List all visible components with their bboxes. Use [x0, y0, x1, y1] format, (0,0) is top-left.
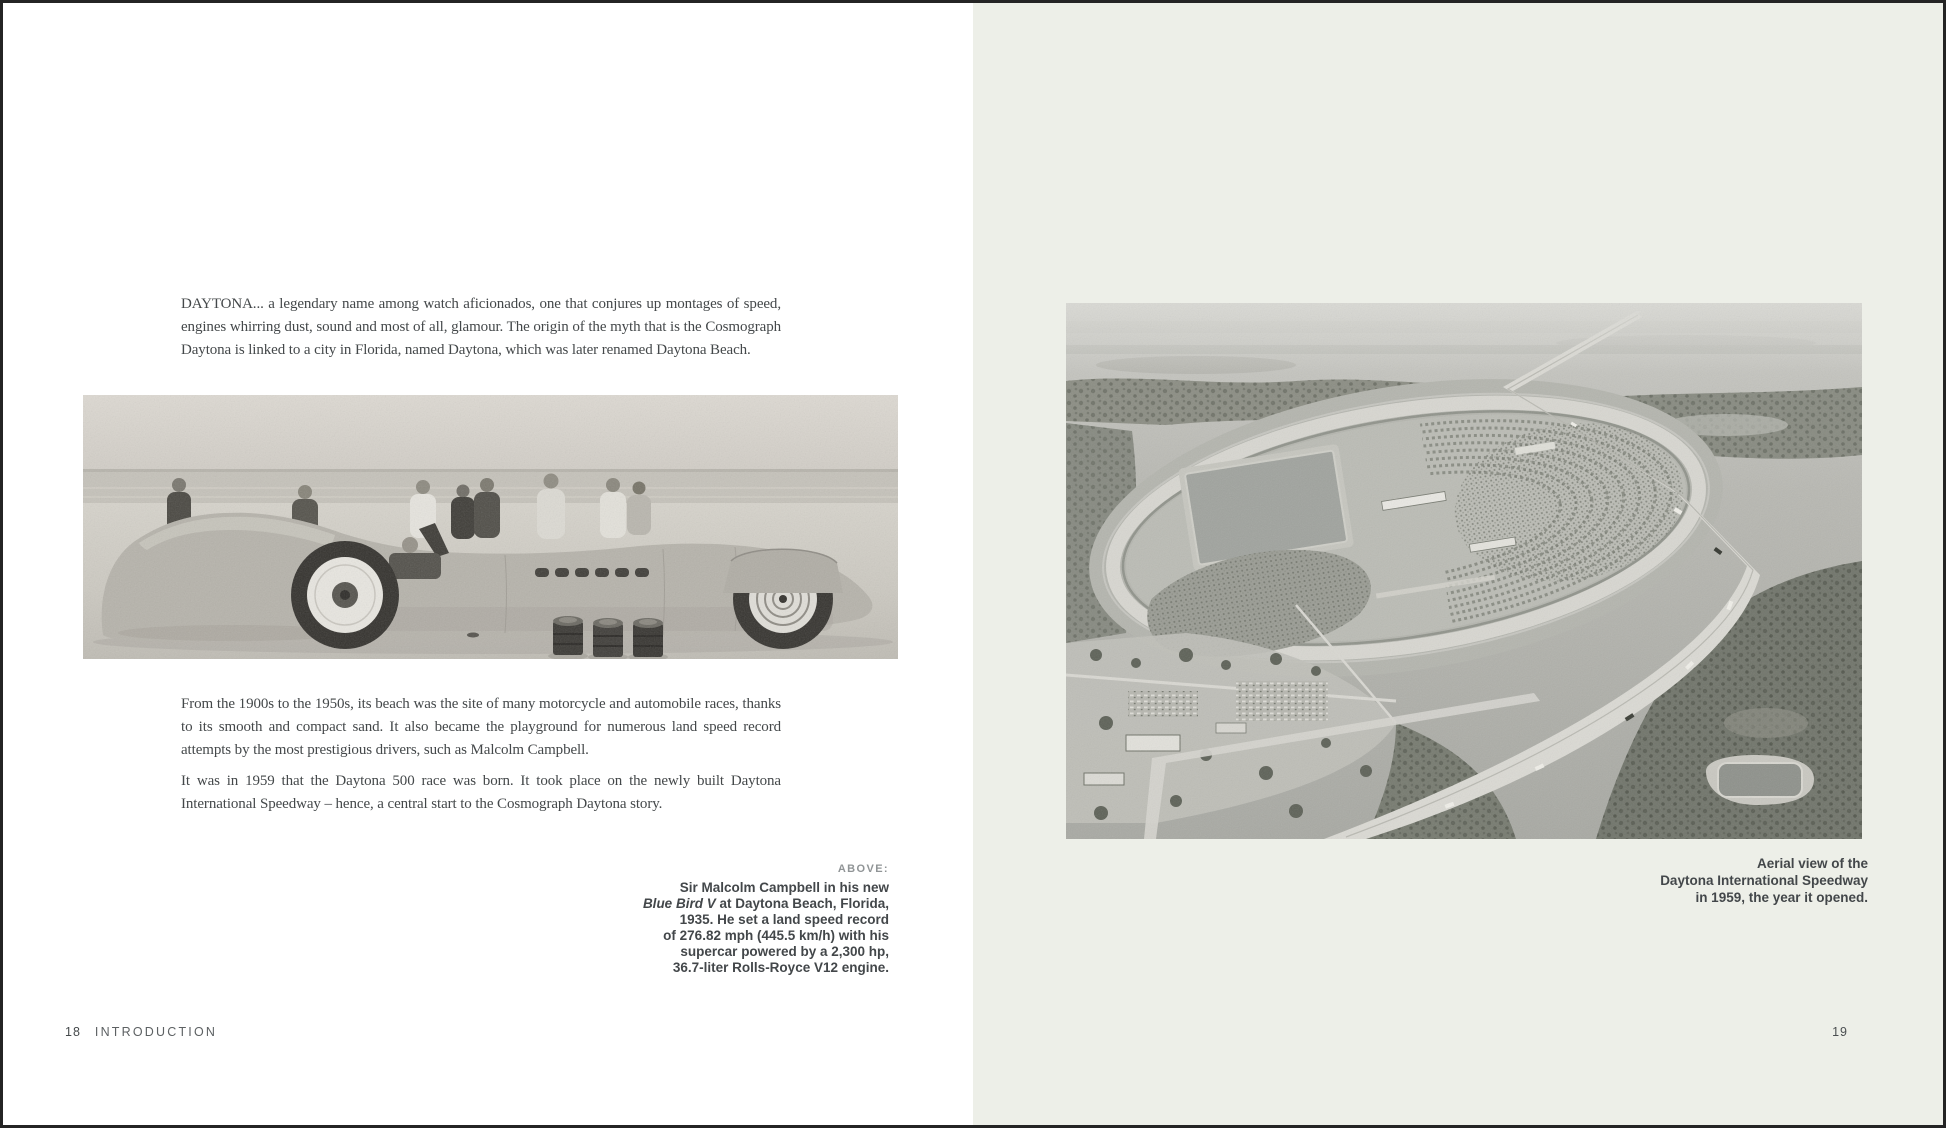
paragraph-daytona-500: It was in 1959 that the Daytona 500 race was born. It took place on the newly built Daytona International Speedway – hence, a central start to the Cosmograph Daytona story. [181, 773, 781, 812]
paragraph-daytona-intro: DAYTONA... a legendary name among watch aficionados, one that conjures up montages of speed, engines whirring dust, sound and most of all, glamour. The origin of the myth that is the Cosmograph Daytona is linked to a city in Florida, named Daytona, which was later renamed Daytona Beach. [181, 296, 781, 358]
caption-line: 1935. He set a land speed record [679, 912, 889, 927]
intro-paragraph-block [181, 293, 781, 370]
caption-line: Sir Malcolm Campbell in his new [679, 880, 889, 895]
caption-line: supercar powered by a 2,300 hp, [680, 944, 889, 959]
speedway-photo-illustration [1066, 303, 1862, 839]
blue-bird-photo-illustration [83, 395, 898, 659]
caption-line-rest: at Daytona Beach, Florida, [715, 896, 889, 911]
page-number: 18 [65, 1025, 81, 1039]
history-paragraph-block [181, 693, 781, 824]
daytona-speedway-aerial-photo [1066, 303, 1862, 839]
caption-line: in 1959, the year it opened. [1695, 890, 1868, 905]
page-number: 19 [1832, 1025, 1848, 1039]
caption-line: of 276.82 mph (445.5 km/h) with his [663, 928, 889, 943]
caption-car-name: Blue Bird V [642, 896, 716, 911]
caption-line: Aerial view of the [1756, 856, 1868, 871]
caption-line: 36.7-liter Rolls-Royce V12 engine. [672, 960, 889, 975]
caption-speedway [1468, 855, 1868, 906]
right-page-folio [1832, 1025, 1848, 1039]
blue-bird-v-beach-photo [83, 395, 898, 659]
caption-blue-bird [583, 861, 889, 976]
caption-line [583, 896, 889, 912]
section-title: INTRODUCTION [94, 1025, 218, 1039]
paragraph-beach-races: From the 1900s to the 1950s, its beach was the site of many motorcycle and automobile races, thanks to its smooth and compact sand. It also became the playground for numerous land speed record attempts by the most prestigious drivers, such as Malcolm Campbell. [181, 696, 781, 758]
caption-position-label: ABOVE: [837, 863, 889, 875]
left-page-folio [65, 1025, 217, 1039]
page-left [3, 3, 973, 1125]
caption-line: Daytona International Speedway [1660, 873, 1868, 888]
page-right [973, 3, 1943, 1125]
